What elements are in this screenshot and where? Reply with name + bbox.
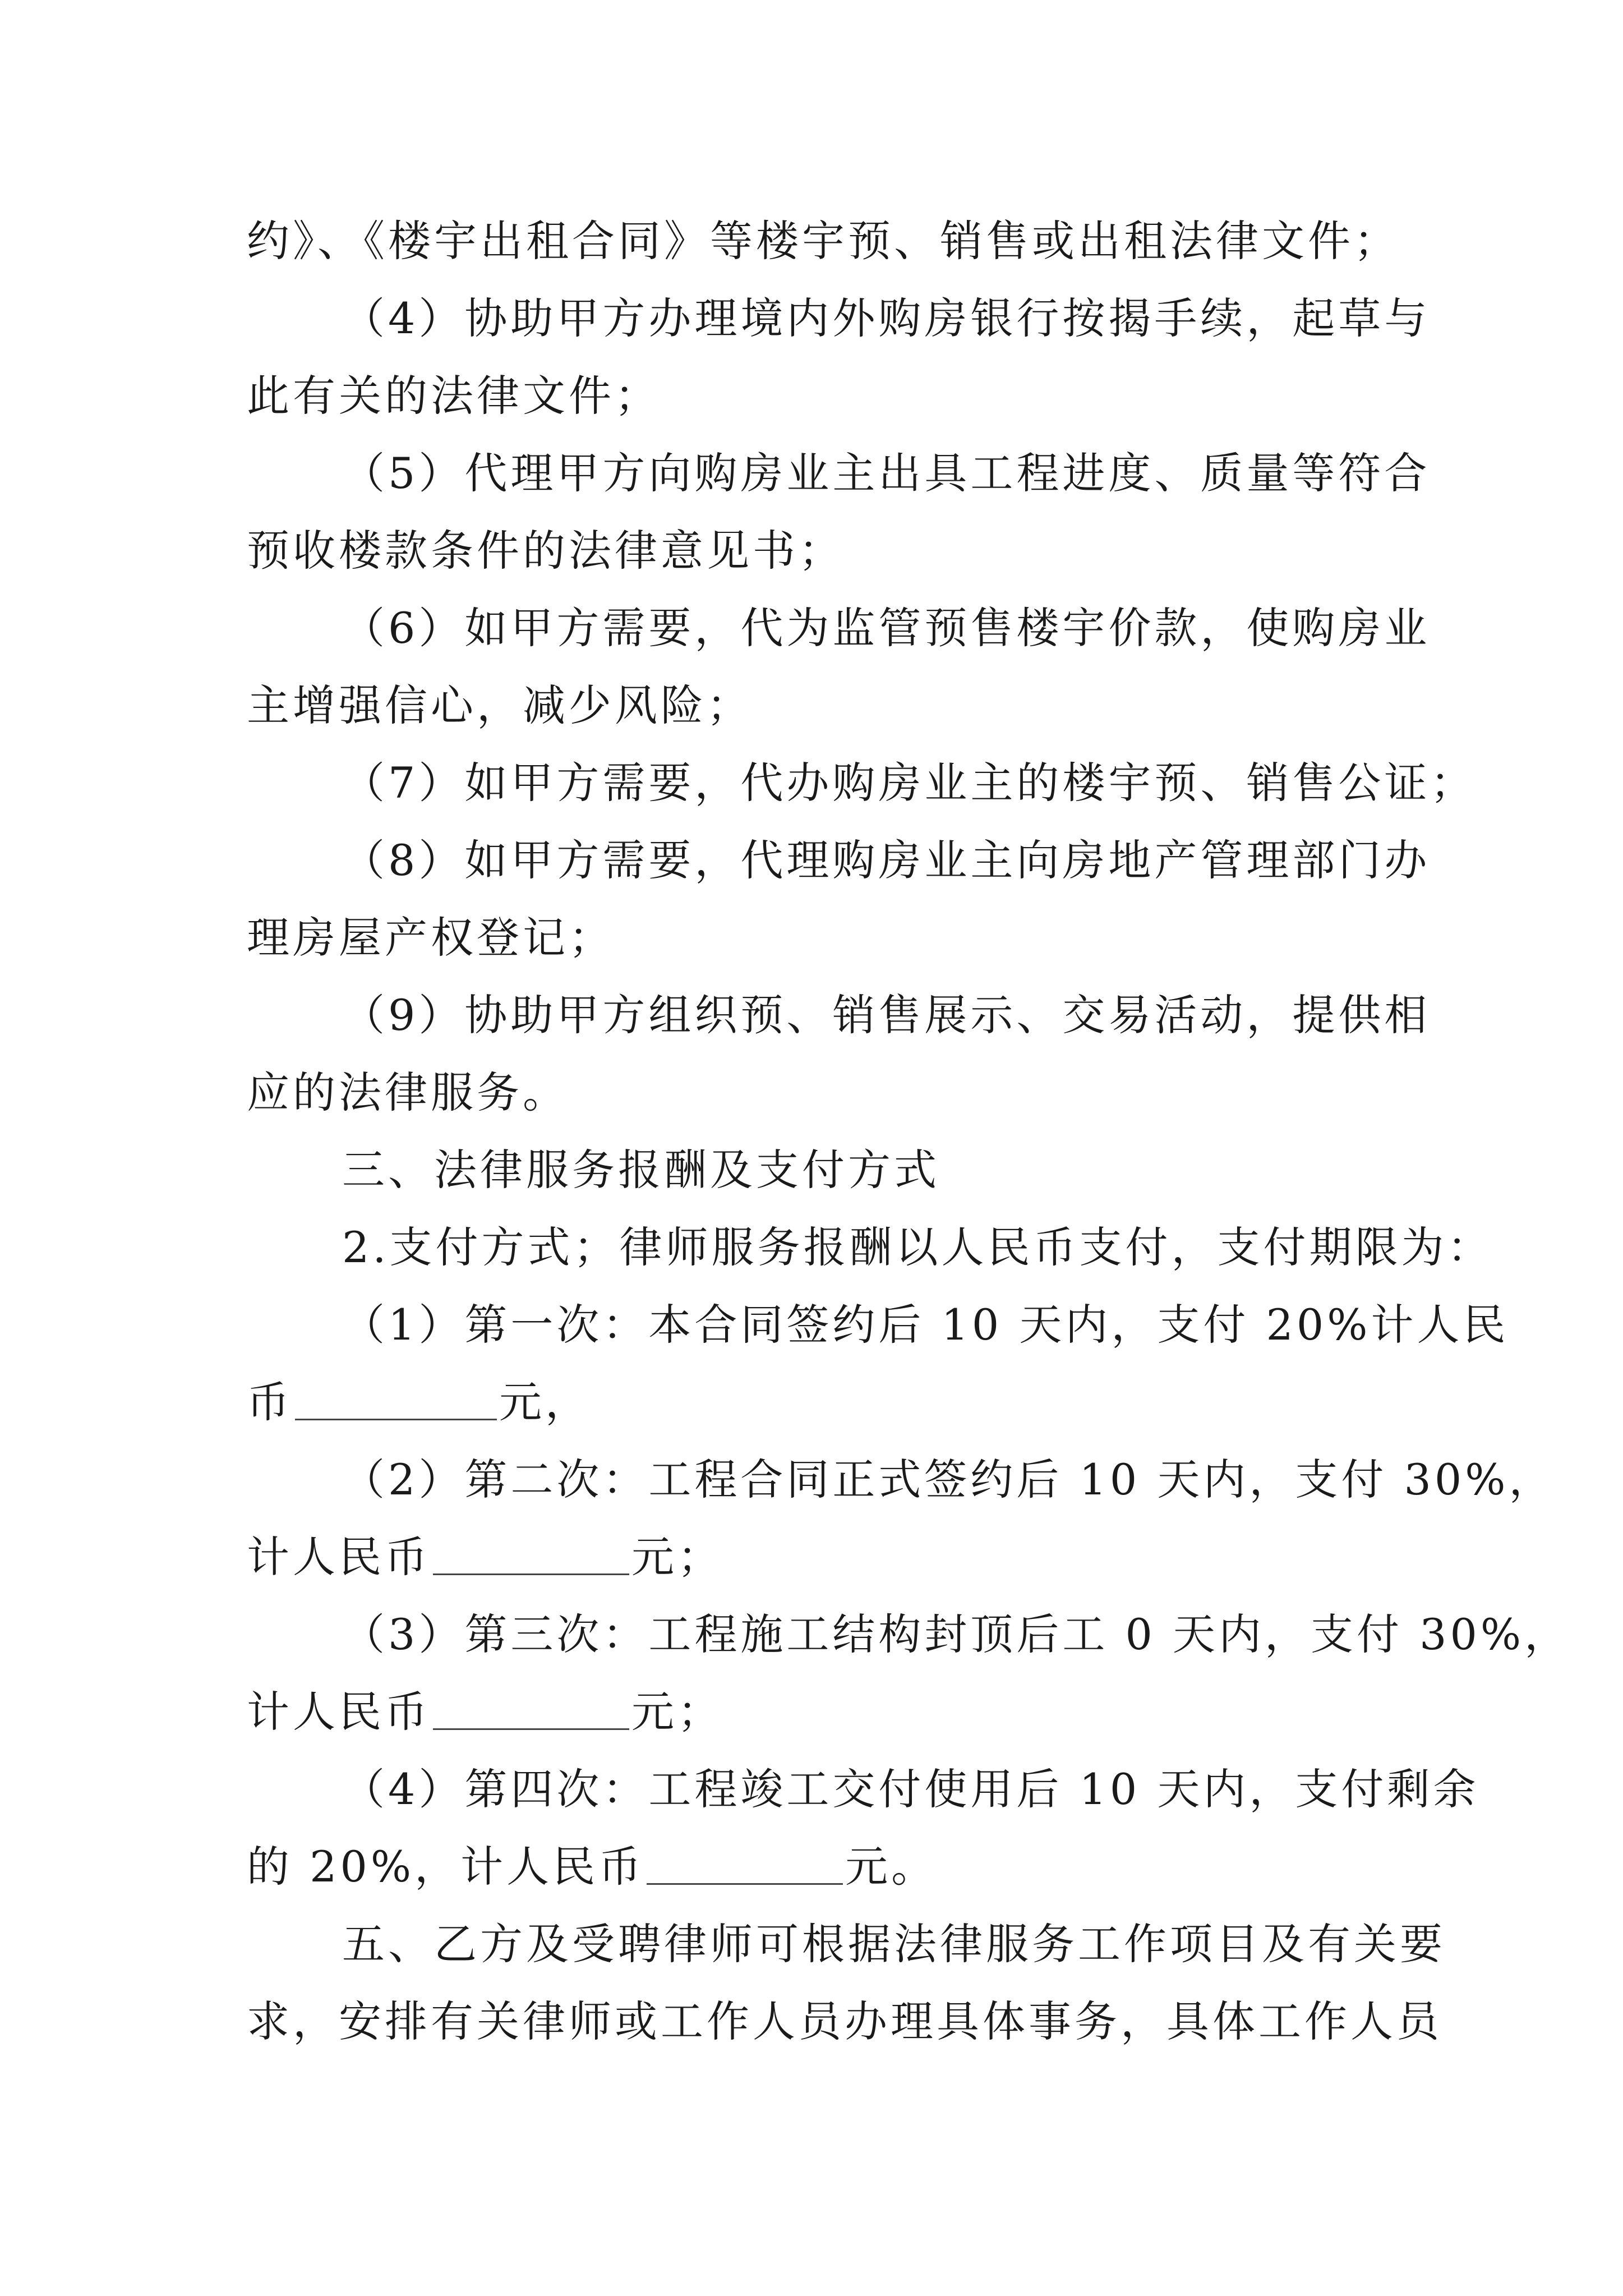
payment-suffix: 元，: [499, 1377, 591, 1427]
section-heading: 三、法律服务报酬及支付方式: [342, 1145, 940, 1195]
section-heading: 五、乙方及受聘律师可根据法律服务工作项目及有关要: [342, 1919, 1446, 1969]
text-line: 此有关的法律文件；: [247, 371, 661, 421]
text-line: 应的法律服务。: [247, 1068, 569, 1117]
text-line: （8）如甲方需要，代理购房业主向房地产管理部门办: [342, 835, 1431, 885]
payment-line-3: [247, 1678, 1413, 1746]
payment-prefix: 计人民币: [247, 1687, 431, 1737]
payment-line-2: [247, 1524, 1413, 1591]
amount-blank: [647, 1849, 843, 1885]
text-line: 2.支付方式；律师服务报酬以人民币支付，支付期限为：: [342, 1222, 1493, 1272]
payment-suffix: 元。: [845, 1842, 938, 1892]
amount-blank: [295, 1385, 497, 1420]
text-line: （5）代理甲方向购房业主出具工程进度、质量等符合: [342, 448, 1431, 498]
text-line: （6）如甲方需要，代为监管预售楼宇价款，使购房业: [342, 603, 1431, 653]
text-line: 求，安排有关律师或工作人员办理具体事务，具体工作人员: [247, 1996, 1442, 2046]
payment-line-4: [247, 1833, 1413, 1901]
text-line: （4）第四次：工程竣工交付使用后 10 天内，支付剩余: [342, 1764, 1479, 1814]
text-line: （9）协助甲方组织预、销售展示、交易活动，提供相: [342, 990, 1431, 1040]
text-line: 主增强信心，减少风险；: [247, 680, 753, 730]
text-line: （2）第二次：工程合同正式签约后 10 天内，支付 30%，: [342, 1455, 1555, 1504]
payment-prefix: 币: [247, 1377, 293, 1427]
payment-prefix: 计人民币: [247, 1532, 431, 1582]
amount-blank: [433, 1695, 629, 1730]
text-line: （3）第三次：工程施工结构封顶后工 0 天内，支付 30%，: [342, 1609, 1571, 1659]
text-line: 理房屋产权登记；: [247, 913, 615, 963]
text-line: （1）第一次：本合同签约后 10 天内，支付 20%计人民: [342, 1300, 1509, 1350]
payment-suffix: 元；: [631, 1687, 723, 1737]
text-line: （4）协助甲方办理境内外购房银行按揭手续，起草与: [342, 293, 1431, 343]
payment-suffix: 元；: [631, 1532, 723, 1582]
text-line: 预收楼款条件的法律意见书；: [247, 526, 845, 576]
text-line: 约》、《楼宇出租合同》等楼宇预、销售或出租法律文件；: [247, 216, 1400, 266]
amount-blank: [433, 1540, 629, 1575]
text-line: （7）如甲方需要，代办购房业主的楼宇预、销售公证；: [342, 758, 1477, 808]
payment-line-1: [247, 1369, 1413, 1436]
payment-prefix: 的 20%，计人民币: [247, 1842, 645, 1892]
